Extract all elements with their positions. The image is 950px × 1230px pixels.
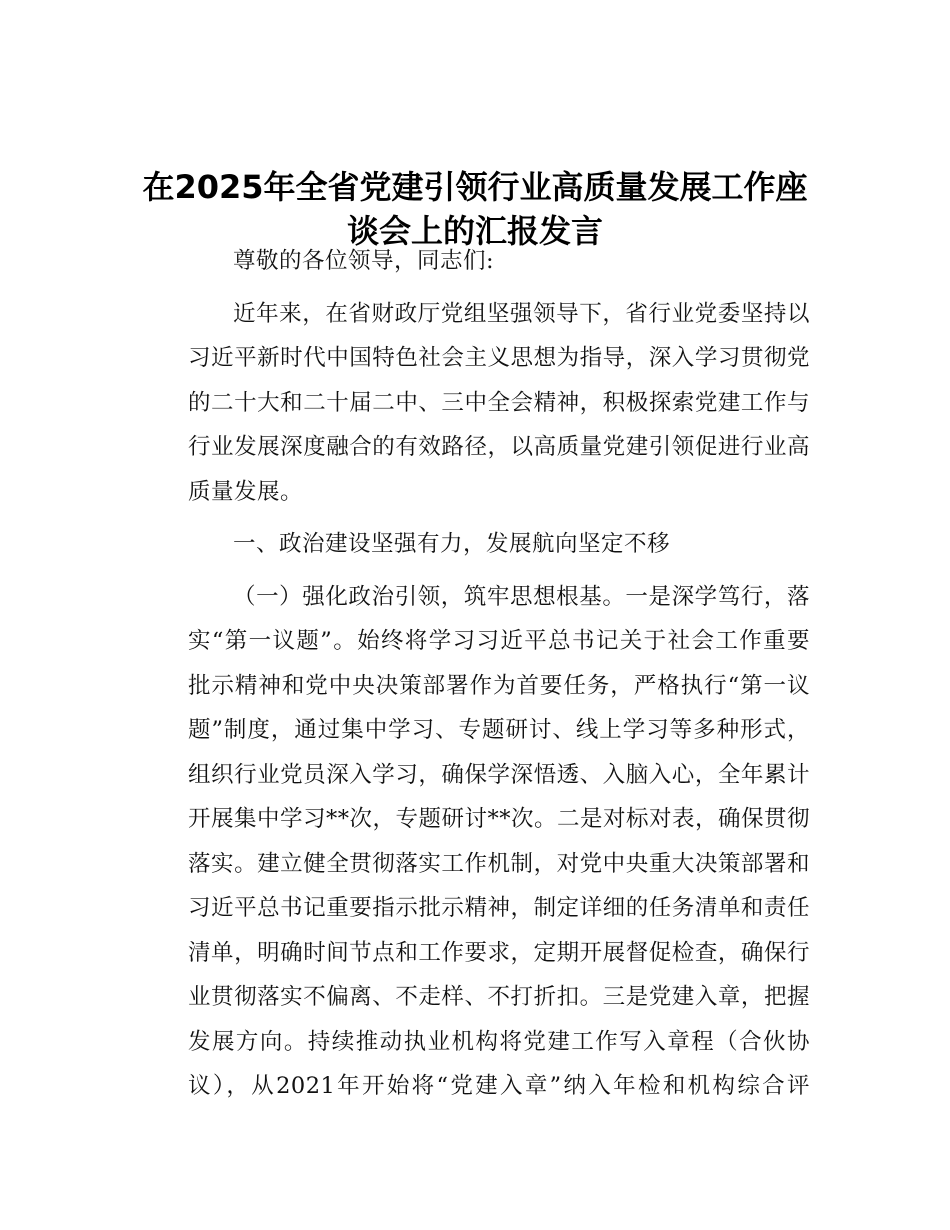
title-line-2: 谈会上的汇报发言	[346, 212, 603, 250]
section-1-line: （一）强化政治引领，筑牢思想根基。一是深学笃行，落	[233, 583, 810, 610]
section-1-paragraph	[143, 575, 810, 1109]
section-1-line: 落实。建立健全贯彻落实工作机制，对党中央重大决策部署和	[188, 850, 810, 877]
intro-paragraph	[143, 292, 810, 515]
salutation-line: 尊敬的各位领导，同志们:	[233, 248, 495, 274]
intro-line: 质量发展。	[188, 478, 304, 505]
section-heading-paragraph	[143, 522, 810, 567]
section-1-line: 题”制度，通过集中学习、专题研讨、线上学习等多种形式，	[188, 717, 810, 743]
intro-line: 习近平新时代中国特色社会主义思想为指导，深入学习贯彻党	[188, 345, 810, 371]
section-1-line: 清单，明确时间节点和工作要求，定期开展督促检查，确保行	[188, 939, 810, 966]
section-1-line: 开展集中学习**次，专题研讨**次。二是对标对表，确保贯彻	[188, 806, 811, 832]
intro-line: 行业发展深度融合的有效路径，以高质量党建引领促进行业高	[188, 434, 810, 460]
title-line-1: 在2025年全省党建引领行业高质量发展工作座	[142, 168, 808, 206]
section-1-line: 习近平总书记重要指示批示精神，制定详细的任务清单和责任	[188, 895, 810, 921]
section-1-line: 发展方向。持续推动执业机构将党建工作写入章程（合伙协	[188, 1028, 810, 1055]
section-1-line: 议），从2021年开始将“党建入章”纳入年检和机构综合评	[188, 1073, 810, 1099]
section-1-line: 实“第一议题”。始终将学习习近平总书记关于社会工作重要	[188, 628, 810, 654]
document-body	[143, 239, 810, 1109]
section-1-line: 组织行业党员深入学习，确保学深悟透、入脑入心，全年累计	[188, 761, 810, 788]
section-1-line: 批示精神和党中央决策部署作为首要任务，严格执行“第一议	[188, 672, 810, 699]
section-1-line: 业贯彻落实不偏离、不走样、不打折扣。三是党建入章，把握	[188, 984, 810, 1010]
intro-line: 的二十大和二十届二中、三中全会精神，积极探索党建工作与	[188, 389, 810, 416]
section-1-heading: 一、政治建设坚强有力，发展航向坚定不移	[233, 531, 671, 557]
intro-line: 近年来，在省财政厅党组坚强领导下，省行业党委坚持以	[233, 300, 810, 327]
salutation-paragraph	[143, 239, 810, 284]
